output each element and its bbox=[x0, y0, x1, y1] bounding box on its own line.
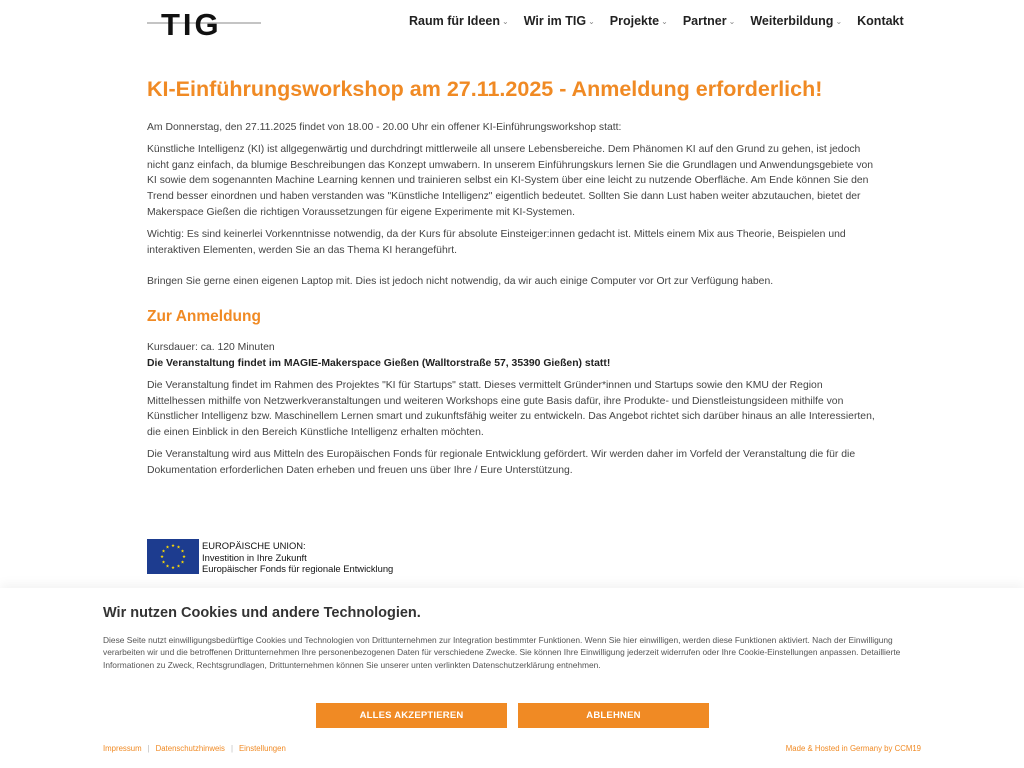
eu-star: ★ bbox=[180, 559, 185, 565]
impressum-link[interactable]: Impressum bbox=[103, 744, 142, 753]
chevron-down-icon: ⌄ bbox=[588, 16, 595, 26]
decline-button[interactable]: ABLEHNEN bbox=[518, 703, 709, 728]
nav-label: Kontakt bbox=[857, 14, 904, 28]
paragraph-laptop: Bringen Sie gerne einen eigenen Laptop mit. Dies ist jedoch nicht notwendig, da wir auch einige Computer vor Ort zur Verfügung haben. bbox=[147, 276, 774, 288]
nav-item-kontakt[interactable] bbox=[857, 14, 904, 28]
eu-line-2: Investition in Ihre Zukunft bbox=[202, 551, 307, 563]
eu-star: ★ bbox=[170, 565, 176, 571]
chevron-down-icon: ⌄ bbox=[502, 16, 509, 26]
nav-label: Raum für Ideen bbox=[409, 14, 500, 28]
chevron-down-icon: ⌄ bbox=[661, 16, 668, 26]
eu-star: ★ bbox=[176, 544, 181, 550]
eu-star: ★ bbox=[159, 554, 165, 560]
paragraph-ki: Künstliche Intelligenz (KI) ist allgegenwärtig und durchdringt mittlerweile all unsere Lebensbereiche. Dem Phänomen KI auf den Grund zu gehen, ist jedoch nicht ganz einfach, da blumige Beschreibungen das Konzept umwabern. In unserem Einführungskurs lernen Sie die Grundlagen und Anwendungsgebiete von KI sowie dem sogenannten Machine Learning kennen und trainieren selbst ein KI-System über eine leicht zu nutzende Oberfläche. Am Ende können Sie den Trend besser einordnen und haben verstanden was "Künstliche Intelligenz" eigentlich bedeutet. Sollten Sie dann Lust haben weiter abzutauchen, bietet der Makerspace Gießen die richtigen Voraussetzungen für eigene Experimente mit KI-Systemen. bbox=[147, 143, 874, 218]
eu-star: ★ bbox=[165, 544, 170, 550]
section-title-anmeldung: Zur Anmeldung bbox=[147, 308, 261, 326]
cookie-text: Diese Seite nutzt einwilligungsbedürftige Cookies und Technologien von Drittunternehmen zur Integration bestimmter Funktionen. Wenn Sie hier einwilligen, werden diese Funktionen aktiviert. Nach der Einwilligung verarbeiten wir und die betroffenen Drittunternehmen Ihre personenbezogenen Daten für verschiedene Zwecke. Sie können Ihre Einwilligung jederzeit widerrufen oder Ihre Cookie-Einstellungen anpassen. Detaillierte Informationen zu Zweck, Rechtsgrundlagen, Drittunternehmen können Sie unserer unten verlinkten Datenschutzerklärung entnehmen. bbox=[103, 635, 901, 670]
eu-funding-logo bbox=[147, 539, 393, 575]
cookie-title: Wir nutzen Cookies und andere Technologien. bbox=[103, 605, 421, 621]
nav-label: Wir im TIG bbox=[523, 14, 587, 28]
nav-item-raum-fuer-ideen[interactable] bbox=[409, 14, 509, 28]
site-header bbox=[0, 0, 1024, 48]
link-separator: | bbox=[230, 744, 233, 753]
eu-line-3: Europäischer Fonds für regionale Entwicklung bbox=[202, 563, 394, 574]
chevron-down-icon: ⌄ bbox=[728, 16, 736, 26]
main-content bbox=[147, 74, 882, 485]
paragraph-project: Die Veranstaltung findet im Rahmen des Projektes "KI für Startups" statt. Dieses vermittelt Gründer*innen und Startups sowie den KMU der Region Mittelhessen mithilfe von Netzwerkveranstaltungen und weiteren Workshops eine gute Basis dafür, ihre Produkte- und Dienstleistungsideen mithilfe von Künstlicher Intelligenz bzw. Maschinellem Lernen smart und zukunftsfähig weiter zu entwickeln. Das Angebot richtet sich darüber hinaus an alle Interessierten, die einen Einblick in den Bereich Künstliche Intelligenz erhalten möchten. bbox=[147, 379, 875, 439]
tig-logo[interactable] bbox=[147, 6, 261, 40]
nav-item-projekte[interactable] bbox=[610, 14, 668, 28]
link-separator: | bbox=[147, 744, 150, 753]
paragraph-funding: Die Veranstaltung wird aus Mitteln des Europäischen Fonds für regionale Entwicklung gefördert. Wir werden daher im Vorfeld der Veranstaltung die für die Dokumentation erforderlichen Daten erheben und freuen uns über Ihre / Eure Unterstützung. bbox=[147, 448, 856, 476]
nav-item-wir-im-tig[interactable] bbox=[524, 14, 595, 28]
datenschutz-link[interactable]: Datenschutzhinweis bbox=[155, 744, 225, 753]
tig-logo-graphic bbox=[147, 6, 261, 40]
eu-star: ★ bbox=[181, 554, 187, 560]
event-location: Die Veranstaltung findet im MAGIE-Makerspace Gießen (Walltorstraße 57, 35390 Gießen) statt! bbox=[147, 357, 611, 369]
accept-all-button[interactable]: ALLES AKZEPTIEREN bbox=[316, 703, 507, 728]
eu-funding-text bbox=[202, 540, 393, 575]
logo-text: TIG bbox=[161, 7, 222, 40]
paragraph-wichtig: Wichtig: Es sind keinerlei Vorkenntnisse notwendig, da der Kurs für absolute Einsteiger:innen gedacht ist. Mittels einem Mix aus Theorie, Beispielen und interaktiven Elementen, werden Sie an das Thema KI herangeführt. bbox=[147, 228, 846, 256]
cookie-links bbox=[103, 744, 286, 753]
nav-item-weiterbildung[interactable] bbox=[750, 14, 842, 28]
nav-label: Partner bbox=[682, 14, 727, 28]
eu-star: ★ bbox=[161, 548, 166, 554]
eu-flag-icon bbox=[147, 539, 199, 574]
intro-paragraph: Am Donnerstag, den 27.11.2025 findet von 18.00 - 20.00 Uhr ein offener KI-Einführungsworkshop statt: bbox=[147, 122, 622, 133]
nav-item-partner[interactable] bbox=[683, 14, 735, 28]
eu-star: ★ bbox=[170, 543, 176, 549]
eu-star: ★ bbox=[176, 563, 181, 569]
nav-label: Weiterbildung bbox=[750, 14, 834, 28]
page-title: KI-Einführungsworkshop am 27.11.2025 - Anmeldung erforderlich! bbox=[147, 77, 823, 101]
eu-line-1: EUROPÄISCHE UNION: bbox=[202, 540, 306, 551]
eu-star: ★ bbox=[180, 548, 185, 554]
main-nav bbox=[409, 14, 904, 28]
einstellungen-link[interactable]: Einstellungen bbox=[238, 744, 286, 753]
eu-star: ★ bbox=[161, 559, 166, 565]
cookie-banner bbox=[0, 588, 1024, 768]
course-duration: Kursdauer: ca. 120 Minuten bbox=[147, 342, 275, 354]
ccm19-credit-link[interactable]: Made & Hosted in Germany by CCM19 bbox=[785, 744, 921, 753]
eu-star: ★ bbox=[165, 563, 170, 569]
chevron-down-icon: ⌄ bbox=[835, 16, 843, 26]
nav-label: Projekte bbox=[609, 14, 660, 28]
